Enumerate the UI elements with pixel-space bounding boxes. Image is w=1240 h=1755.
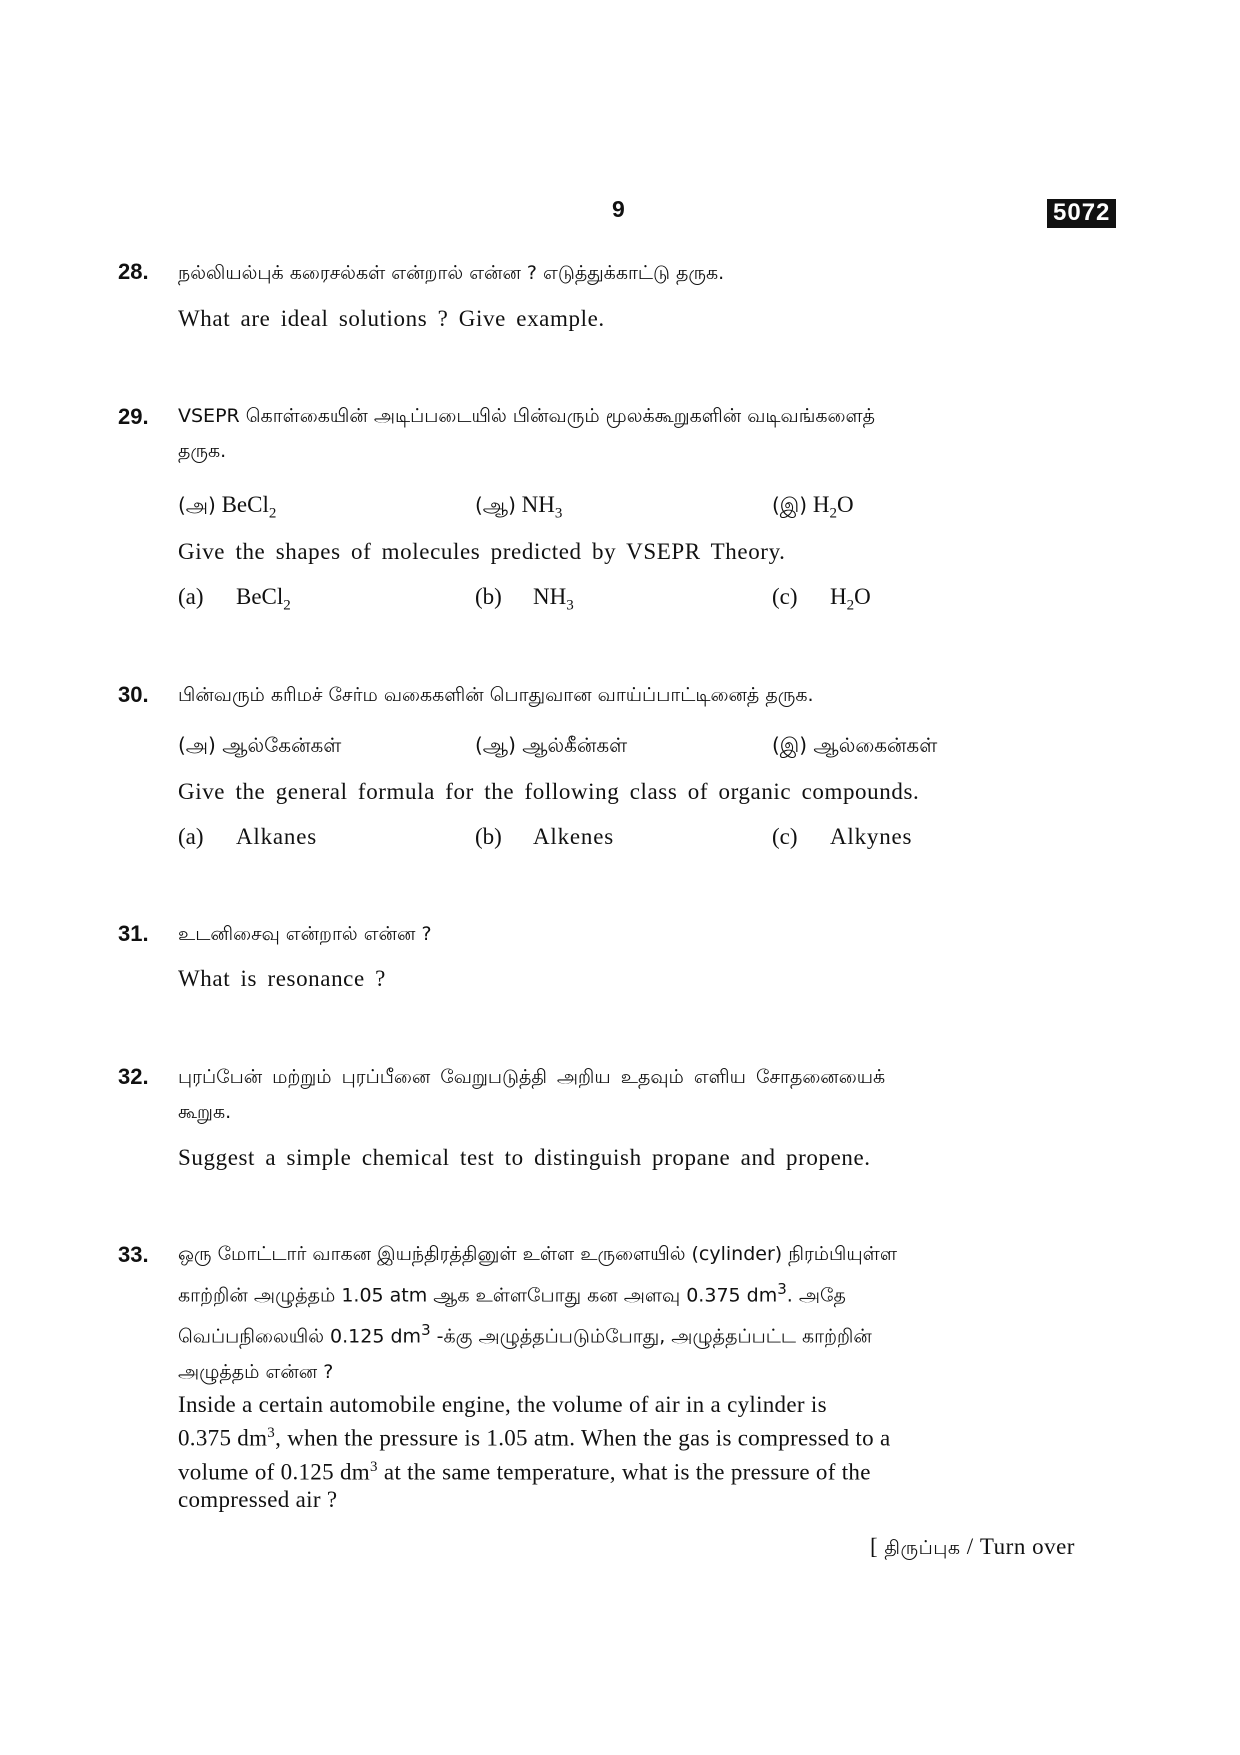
- option-item: [178, 492, 276, 523]
- option-label: (a): [178, 584, 204, 609]
- option-formula: H: [830, 584, 847, 609]
- option-item: [178, 824, 317, 850]
- question-english: What are ideal solutions ? Give example.: [178, 306, 605, 331]
- option-label: (ஆ): [475, 733, 516, 757]
- option-item: [772, 733, 937, 760]
- question-tamil: VSEPR கொள்கையின் அடிப்படையில் பின்வரும் மூலக்கூறுகளின் வடிவங்களைத்: [178, 405, 875, 427]
- option-label: (ஆ): [475, 493, 516, 517]
- option-item: [475, 492, 562, 523]
- separator: /: [960, 1534, 980, 1559]
- paragraph-line: [178, 1313, 1068, 1354]
- option-item: [475, 824, 614, 850]
- superscript: 3: [421, 1321, 431, 1340]
- paragraph-line: Inside a certain automobile engine, the volume of air in a cylinder is: [178, 1392, 827, 1417]
- question-english: Give the general formula for the following class of organic compounds.: [178, 779, 920, 804]
- option-label: (இ): [772, 493, 808, 517]
- question-tamil-continued: தருக.: [178, 440, 227, 462]
- turn-over-note: [870, 1534, 1075, 1562]
- option-subscript: 2: [846, 597, 855, 614]
- question-number: 28.: [118, 259, 149, 284]
- bracket: [: [870, 1534, 885, 1559]
- line-text: -க்கு அழுத்தப்படும்போது, அழுத்தப்பட்ட காற்றின்: [430, 1325, 872, 1348]
- question-tamil-continued: கூறுக.: [178, 1101, 232, 1123]
- paragraph-line: ஒரு மோட்டார் வாகன இயந்திரத்தினுள் உள்ள உருளையில் (cylinder) நிரம்பியுள்ள: [178, 1243, 897, 1265]
- paragraph-line: அழுத்தம் என்ன ?: [178, 1360, 334, 1383]
- option-label: (c): [772, 824, 798, 849]
- paragraph-line: [178, 1419, 1068, 1453]
- line-text: volume of 0.125 dm: [178, 1459, 370, 1485]
- option-formula-tail: O: [836, 492, 854, 517]
- paragraph-line: compressed air ?: [178, 1487, 338, 1513]
- question-tamil: நல்லியல்புக் கரைசல்கள் என்றால் என்ன ? எடுத்துக்காட்டு தருக.: [178, 262, 725, 284]
- question-english: Suggest a simple chemical test to distinguish propane and propene.: [178, 1145, 871, 1170]
- option-item: [475, 584, 574, 615]
- option-label: (b): [475, 824, 502, 849]
- question-number: 30.: [118, 682, 149, 707]
- question-number: 31.: [118, 921, 149, 946]
- option-formula: NH: [521, 492, 555, 517]
- option-item: [772, 824, 912, 850]
- turn-over-tamil: திருப்புக: [884, 1537, 961, 1559]
- option-item: [178, 733, 341, 760]
- page-number: 9: [612, 196, 625, 222]
- option-label: (a): [178, 824, 204, 849]
- option-label: (c): [772, 584, 798, 609]
- option-text: Alkanes: [236, 824, 317, 849]
- question-english-paragraph: [178, 1391, 1068, 1514]
- option-subscript: 2: [829, 505, 837, 522]
- question-tamil: பின்வரும் கரிமச் சேர்ம வகைகளின் பொதுவான வாய்ப்பாட்டினைத் தருக.: [178, 684, 814, 706]
- line-text: . அதே: [786, 1284, 846, 1307]
- option-subscript: 2: [283, 597, 291, 614]
- option-formula: BeCl: [236, 584, 284, 609]
- option-text: ஆல்கீன்கள்: [522, 733, 628, 757]
- paragraph-line: [178, 1272, 1068, 1313]
- line-text: 0.375 dm: [178, 1425, 268, 1451]
- line-text: காற்றின் அழுத்தம் 1.05 atm ஆக உள்ளபோது கன அளவு 0.375 dm: [178, 1284, 778, 1307]
- option-subscript: 2: [268, 505, 277, 522]
- superscript: 3: [777, 1280, 787, 1298]
- option-label: (அ): [178, 733, 216, 757]
- paper-code-badge: 5072: [1047, 199, 1116, 228]
- superscript: 3: [267, 1425, 276, 1441]
- option-item: [475, 733, 627, 760]
- option-item: [178, 584, 291, 615]
- question-tamil: புரப்பேன் மற்றும் புரப்பீனை வேறுபடுத்தி அறிய உதவும் எளிய சோதனையைக்: [178, 1066, 886, 1088]
- option-text: Alkenes: [533, 824, 614, 849]
- option-item: [772, 584, 871, 615]
- option-subscript: 3: [554, 505, 563, 522]
- option-item: [772, 492, 854, 523]
- question-number: 32.: [118, 1064, 149, 1089]
- option-formula-tail: O: [854, 584, 871, 609]
- line-text: வெப்பநிலையில் 0.125 dm: [178, 1325, 422, 1348]
- question-number: 33.: [118, 1242, 149, 1267]
- paragraph-line: [178, 1453, 1068, 1487]
- option-formula: BeCl: [221, 492, 269, 517]
- option-subscript: 3: [566, 597, 574, 614]
- question-english: Give the shapes of molecules predicted by VSEPR Theory.: [178, 539, 786, 564]
- line-text: at the same temperature, what is the pressure of the: [377, 1459, 871, 1485]
- option-text: Alkynes: [830, 824, 913, 849]
- question-number: 29.: [118, 404, 149, 429]
- superscript: 3: [369, 1458, 378, 1475]
- turn-over-english: Turn over: [979, 1534, 1075, 1559]
- question-tamil-paragraph: [178, 1237, 1068, 1390]
- option-text: ஆல்கைன்கள்: [813, 733, 938, 757]
- question-tamil: உடனிசைவு என்றால் என்ன ?: [178, 923, 432, 945]
- option-label: (b): [475, 584, 502, 609]
- option-formula: H: [812, 492, 830, 517]
- option-label: (இ): [772, 733, 808, 757]
- option-text: ஆல்கேன்கள்: [222, 733, 342, 757]
- option-formula: NH: [533, 584, 567, 609]
- option-label: (அ): [178, 493, 216, 517]
- line-text: , when the pressure is 1.05 atm. When the gas is compressed to a: [275, 1425, 891, 1451]
- question-english: What is resonance ?: [178, 966, 386, 991]
